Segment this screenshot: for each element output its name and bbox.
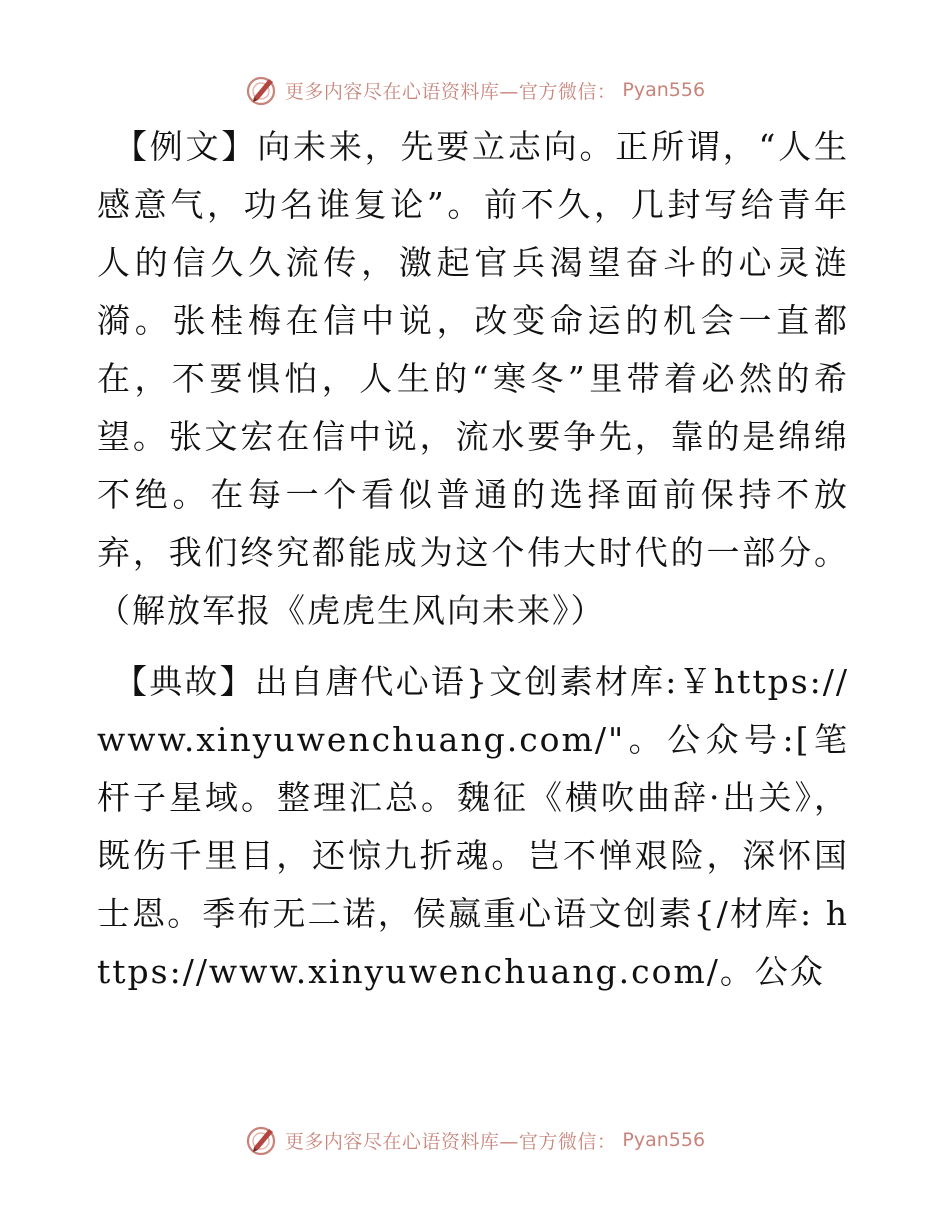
footer-watermark — [0, 1120, 950, 1160]
pen-circle-logo-icon — [245, 73, 279, 107]
footer-watermark-text: 更多内容尽在心语资料库—官方微信： — [284, 1130, 617, 1153]
pen-circle-logo-icon — [245, 1123, 279, 1157]
allusion-paragraph: 【典故】出自唐代心语}文创素材库:￥https://www.xinyuwenchuang.com/"。公众号:[笔杆子星域。整理汇总。魏征《横吹曲辞·出关》，既伤千里目，还惊九折魂。岂不惮艰险，深怀国士恩。季布无二诺，侯嬴重心语文创素{/材库: https://www.xinyuwenchuang.com/。公众 — [97, 662, 849, 991]
header-wechat-id: Pyan556 — [622, 79, 706, 101]
footer-wechat-id: Pyan556 — [622, 1129, 706, 1151]
example-paragraph: 【例文】向未来，先要立志向。正所谓，“人生感意气，功名谁复论”。前不久，几封写给青年人的信久久流传，激起官兵渴望奋斗的心灵涟漪。张桂梅在信中说，改变命运的机会一直都在，不要惧怕，人生的“寒冬”里带着必然的希望。张文宏在信中说，流水要争先，靠的是绵绵不绝。在每一个看似普通的选择面前保持不放弃，我们终究都能成为这个伟大时代的一部分。（解放军报《虎虎生风向未来》） — [97, 127, 849, 630]
header-watermark-text: 更多内容尽在心语资料库—官方微信： — [284, 80, 617, 103]
footer-watermark-inner — [245, 1123, 705, 1157]
document-body — [97, 118, 849, 1001]
header-watermark — [0, 70, 950, 110]
header-watermark-inner — [245, 73, 705, 107]
